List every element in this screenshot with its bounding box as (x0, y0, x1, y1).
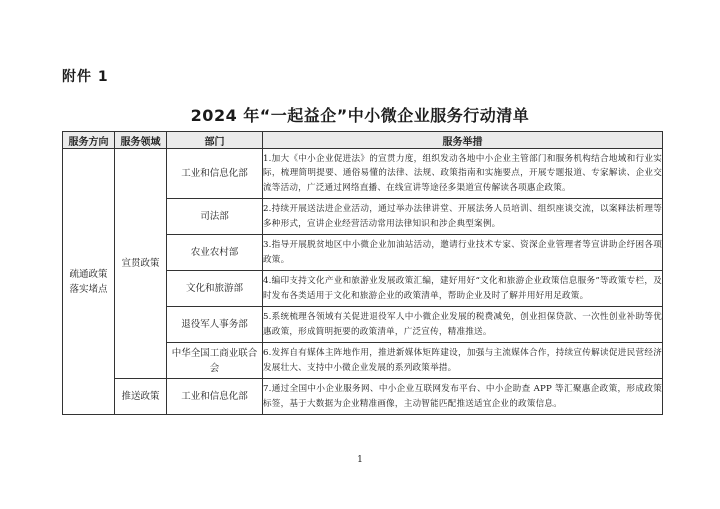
measure-cell: 7.通过全国中小企业服务网、中小企业互联网发布平台、中小企助查 APP 等汇聚惠企政策，形成政策标签，基于大数据为企业精准画像，主动智能匹配推送适宜企业的政策信息。 (263, 379, 663, 415)
header-department: 部门 (167, 132, 263, 149)
department-cell: 工业和信息化部 (167, 149, 263, 199)
document-title: 2024 年“一起益企”中小微企业服务行动清单 (190, 106, 530, 125)
service-domain-push: 推送政策 (121, 391, 160, 402)
service-domain-propaganda: 宣贯政策 (121, 258, 160, 269)
measure-cell: 4.编印支持文化产业和旅游业发展政策汇编，建好用好“文化和旅游企业政策信息服务”等政策专栏，及时发布各类适用于文化和旅游企业的政策清单，帮助企业及时了解并用好用足政策。 (263, 271, 663, 307)
measure-cell: 6.发挥自有媒体主阵地作用，推进新媒体矩阵建设，加强与主流媒体合作，持续宣传解读促进民营经济发展壮大、支持中小微企业发展的系列政策举措。 (263, 343, 663, 379)
department-cell: 文化和旅游部 (167, 271, 263, 307)
service-action-table (62, 131, 663, 415)
measure-cell: 1.加大《中小企业促进法》的宣贯力度，组织发动各地中小企业主管部门和服务机构结合地域和行业实际，梳理简明提要、通俗易懂的法律、法规、政策指南和实施要点，开展专题报道、专家解读、企业交流等活动，广泛通过网络直播、在线宣讲等途径多渠道宣传解读各项惠企政策。 (263, 149, 663, 199)
measure-cell: 5.系统梳理各领域有关促进退役军人中小微企业发展的税费减免，创业担保贷款、一次性创业补助等优惠政策，形成简明扼要的政策清单，广泛宣传，精准推送。 (263, 307, 663, 343)
header-domain: 服务领域 (115, 132, 167, 149)
table-header-row (63, 132, 663, 149)
department-cell: 中华全国工商业联合会 (167, 343, 263, 379)
measure-cell: 2.持续开展送法进企业活动，通过举办法律讲堂、开展法务人员培训、组织座谈交流，以案释法析理等多种形式，宣讲企业经营活动常用法律知识和涉企典型案例。 (263, 199, 663, 235)
table-row (63, 379, 663, 415)
department-cell: 农业农村部 (167, 235, 263, 271)
service-domain-cell (115, 149, 167, 379)
department-cell: 退役军人事务部 (167, 307, 263, 343)
service-domain-cell (115, 379, 167, 415)
department-cell: 工业和信息化部 (167, 379, 263, 415)
header-direction: 服务方向 (63, 132, 115, 149)
service-direction-cell (63, 149, 115, 415)
department-cell: 司法部 (167, 199, 263, 235)
measure-cell: 3.指导开展脱贫地区中小微企业加油站活动，邀请行业技术专家、资深企业管理者等宣讲助企纾困各项政策。 (263, 235, 663, 271)
service-direction: 疏通政策落实堵点 (69, 268, 108, 295)
page-number: 1 (357, 455, 363, 465)
header-measures: 服务举措 (263, 132, 663, 149)
table-row (63, 149, 663, 199)
attachment-label: 附件 1 (62, 69, 109, 85)
